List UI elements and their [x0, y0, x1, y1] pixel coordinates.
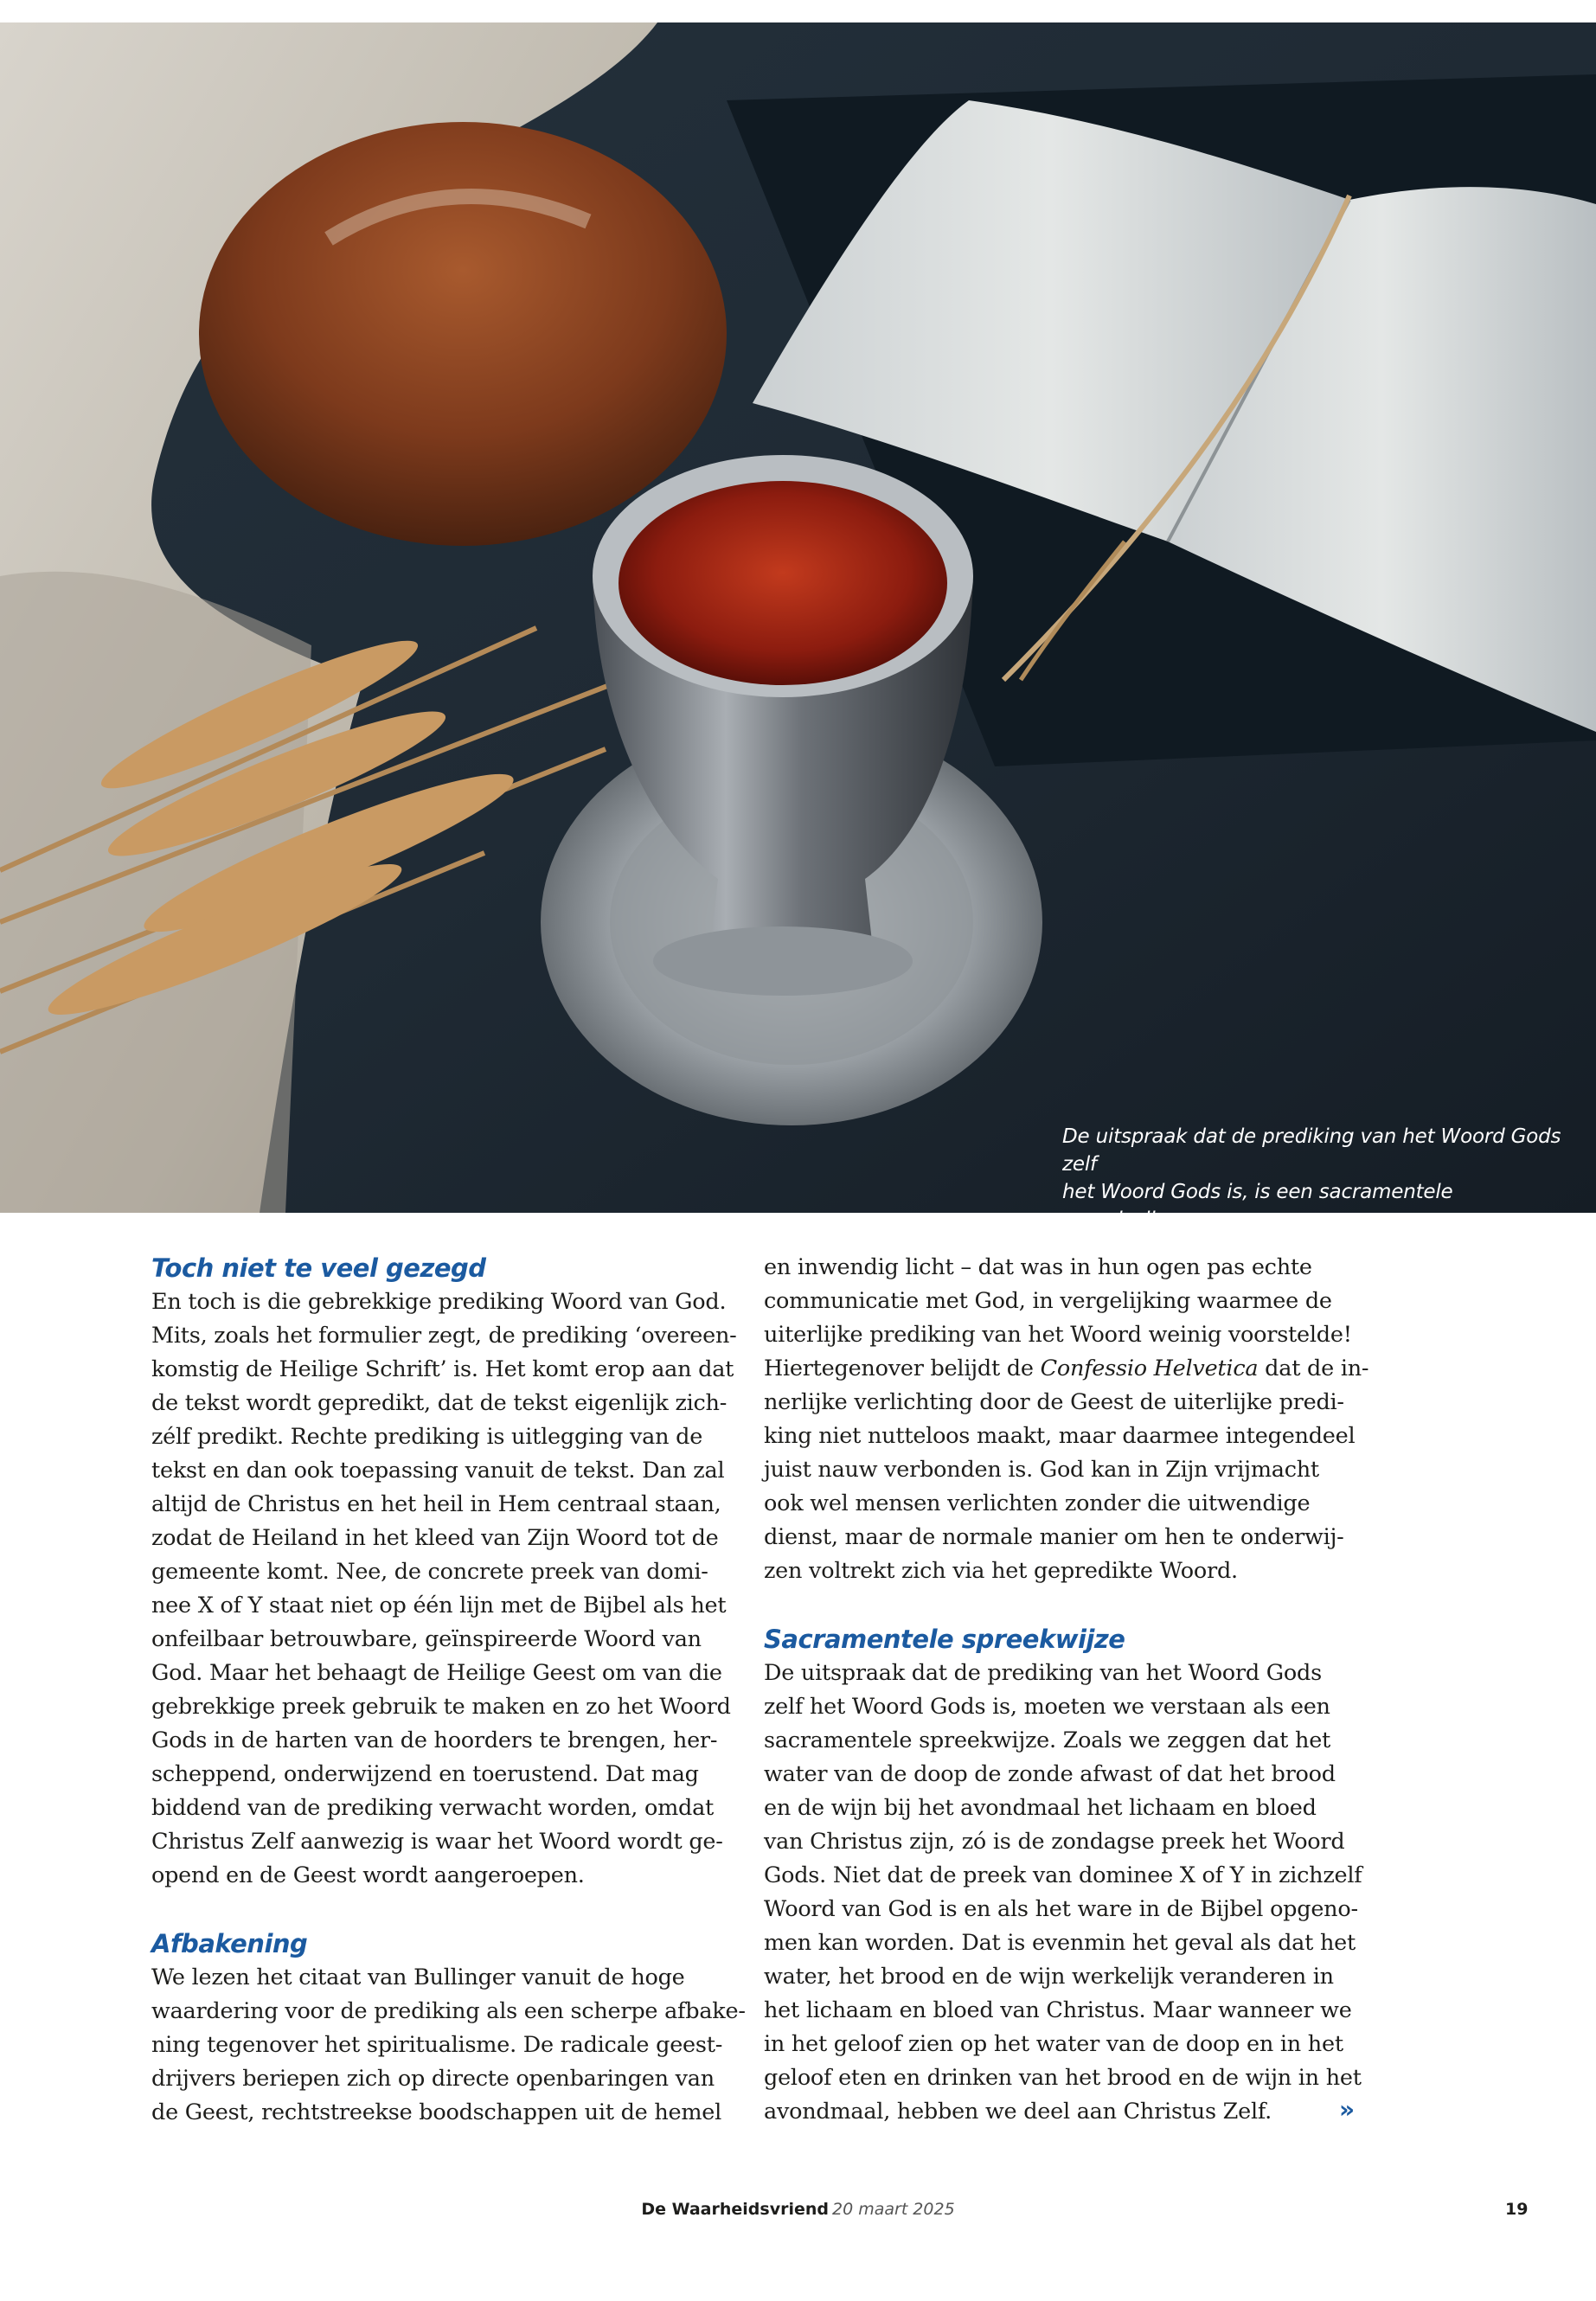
text-line: Christus Zelf aanwezig is waar het Woord wordt ge- — [151, 1829, 723, 1855]
text-line: avondmaal, hebben we deel aan Christus Zelf. — [764, 2099, 1272, 2125]
text-line: dienst, maar de normale manier om hen te onderwij- — [764, 1524, 1344, 1550]
text-line: Mits, zoals het formulier zegt, de prediking ‘overeen- — [151, 1323, 737, 1349]
subheading-toch-niet: Toch niet te veel gezegd — [151, 1253, 486, 1283]
publication-name: De Waarheidsvriend — [641, 2200, 829, 2219]
text-line: en inwendig licht – dat was in hun ogen pas echte — [764, 1254, 1312, 1280]
text-line: zélf predikt. Rechte prediking is uitlegging van de — [151, 1424, 703, 1450]
text-line: nerlijke verlichting door de Geest de uiterlijke predi- — [764, 1389, 1344, 1415]
footer-publication — [0, 2194, 1596, 2225]
text-line: zodat de Heiland in het kleed van Zijn Woord tot de — [151, 1525, 719, 1551]
text-line: gebrekkige preek gebruik te maken en zo het Woord — [151, 1694, 731, 1720]
text-line: gemeente komt. Nee, de concrete preek van domi- — [151, 1559, 708, 1585]
text-line: altijd de Christus en het heil in Hem centraal staan, — [151, 1491, 721, 1517]
text-line: de tekst wordt gepredikt, dat de tekst eigenlijk zich- — [151, 1390, 727, 1416]
text-line: zelf het Woord Gods is, moeten we verstaan als een — [764, 1694, 1330, 1720]
text-line: de Geest, rechtstreekse boodschappen uit de hemel — [151, 2099, 722, 2125]
text-line: onfeilbaar betrouwbare, geïnspireerde Woord van — [151, 1626, 702, 1652]
paragraph-toch-niet — [151, 1285, 744, 1893]
text-line: opend en de Geest wordt aangeroepen. — [151, 1862, 585, 1888]
text-run: dat de in- — [1258, 1356, 1369, 1381]
paragraph-sacramentele — [764, 1657, 1362, 2129]
text-line: men kan worden. Dat is evenmin het geval als dat het — [764, 1930, 1356, 1956]
text-line: En toch is die gebrekkige prediking Woord van God. — [151, 1289, 727, 1315]
text-run: Hiertegenover belijdt de — [764, 1356, 1041, 1381]
left-column — [151, 1251, 744, 2130]
header-photo — [0, 22, 1596, 1213]
text-line: water, het brood en de wijn werkelijk veranderen in — [764, 1964, 1334, 1990]
emphasis-confessio-helvetica: Confessio Helvetica — [1040, 1356, 1259, 1381]
text-line: en de wijn bij het avondmaal het lichaam en bloed — [764, 1795, 1317, 1821]
text-line: ning tegenover het spiritualisme. De radicale geest- — [151, 2032, 723, 2058]
text-line: water van de doop de zonde afwast of dat het brood — [764, 1761, 1336, 1787]
subheading-afbakening: Afbakening — [151, 1929, 308, 1958]
text-line: uiterlijke prediking van het Woord weinig voorstelde! — [764, 1322, 1352, 1348]
issue-date: 20 maart 2025 — [832, 2200, 955, 2219]
text-line: Gods. Niet dat de preek van dominee X of Y in zichzelf — [764, 1862, 1362, 1888]
text-line: scheppend, onderwijzend en toerustend. Dat mag — [151, 1761, 699, 1787]
text-line: biddend van de prediking verwacht worden, omdat — [151, 1795, 715, 1821]
text-line: zen voltrekt zich via het gepredikte Woord. — [764, 1558, 1238, 1584]
text-line: nee X of Y staat niet op één lijn met de Bijbel als het — [151, 1593, 727, 1618]
text-line: tekst en dan ook toepassing vanuit de tekst. Dan zal — [151, 1458, 725, 1484]
text-line: ook wel mensen verlichten zonder die uitwendige — [764, 1490, 1311, 1516]
continue-arrow-icon: » — [1339, 2095, 1356, 2124]
text-line: communicatie met God, in vergelijking waarmee de — [764, 1288, 1332, 1314]
paragraph-continuation — [764, 1251, 1369, 1588]
text-line: Gods in de harten van de hoorders te brengen, her- — [151, 1727, 718, 1753]
text-line: waardering voor de prediking als een scherpe afbake- — [151, 1998, 746, 2024]
page-footer — [0, 2194, 1596, 2225]
caption-line-2: het Woord Gods is, is een sacramentele spreekwijze. — [1062, 1181, 1453, 1231]
photo-caption — [1062, 1123, 1564, 1234]
text-line: sacramentele spreekwijze. Zoals we zeggen dat het — [764, 1727, 1331, 1753]
text-line: geloof eten en drinken van het brood en de wijn in het — [764, 2065, 1362, 2091]
text-line: drijvers beriepen zich op directe openbaringen van — [151, 2066, 715, 2092]
text-line-with-emphasis — [764, 1352, 1369, 1386]
text-line: God. Maar het behaagt de Heilige Geest om van die — [151, 1660, 722, 1686]
text-line: king niet nutteloos maakt, maar daarmee integendeel — [764, 1423, 1356, 1449]
paragraph-afbakening — [151, 1961, 744, 2130]
caption-line-1: De uitspraak dat de prediking van het Woord Gods zelf — [1062, 1125, 1561, 1176]
text-line: juist nauw verbonden is. God kan in Zijn vrijmacht — [764, 1457, 1319, 1483]
text-line: Woord van God is en als het ware in de Bijbel opgeno- — [764, 1896, 1358, 1922]
text-line: het lichaam en bloed van Christus. Maar wanneer we — [764, 1997, 1352, 2023]
text-line: We lezen het citaat van Bullinger vanuit de hoge — [151, 1965, 685, 1990]
text-line: De uitspraak dat de prediking van het Woord Gods — [764, 1660, 1322, 1686]
subheading-sacramentele: Sacramentele spreekwijze — [764, 1625, 1125, 1654]
text-line: komstig de Heilige Schrift’ is. Het komt erop aan dat — [151, 1356, 734, 1382]
page-number: 19 — [1505, 2200, 1529, 2219]
text-line: in het geloof zien op het water van de doop en in het — [764, 2031, 1343, 2057]
right-column — [764, 1251, 1369, 2129]
text-line: van Christus zijn, zó is de zondagse preek het Woord — [764, 1829, 1345, 1855]
